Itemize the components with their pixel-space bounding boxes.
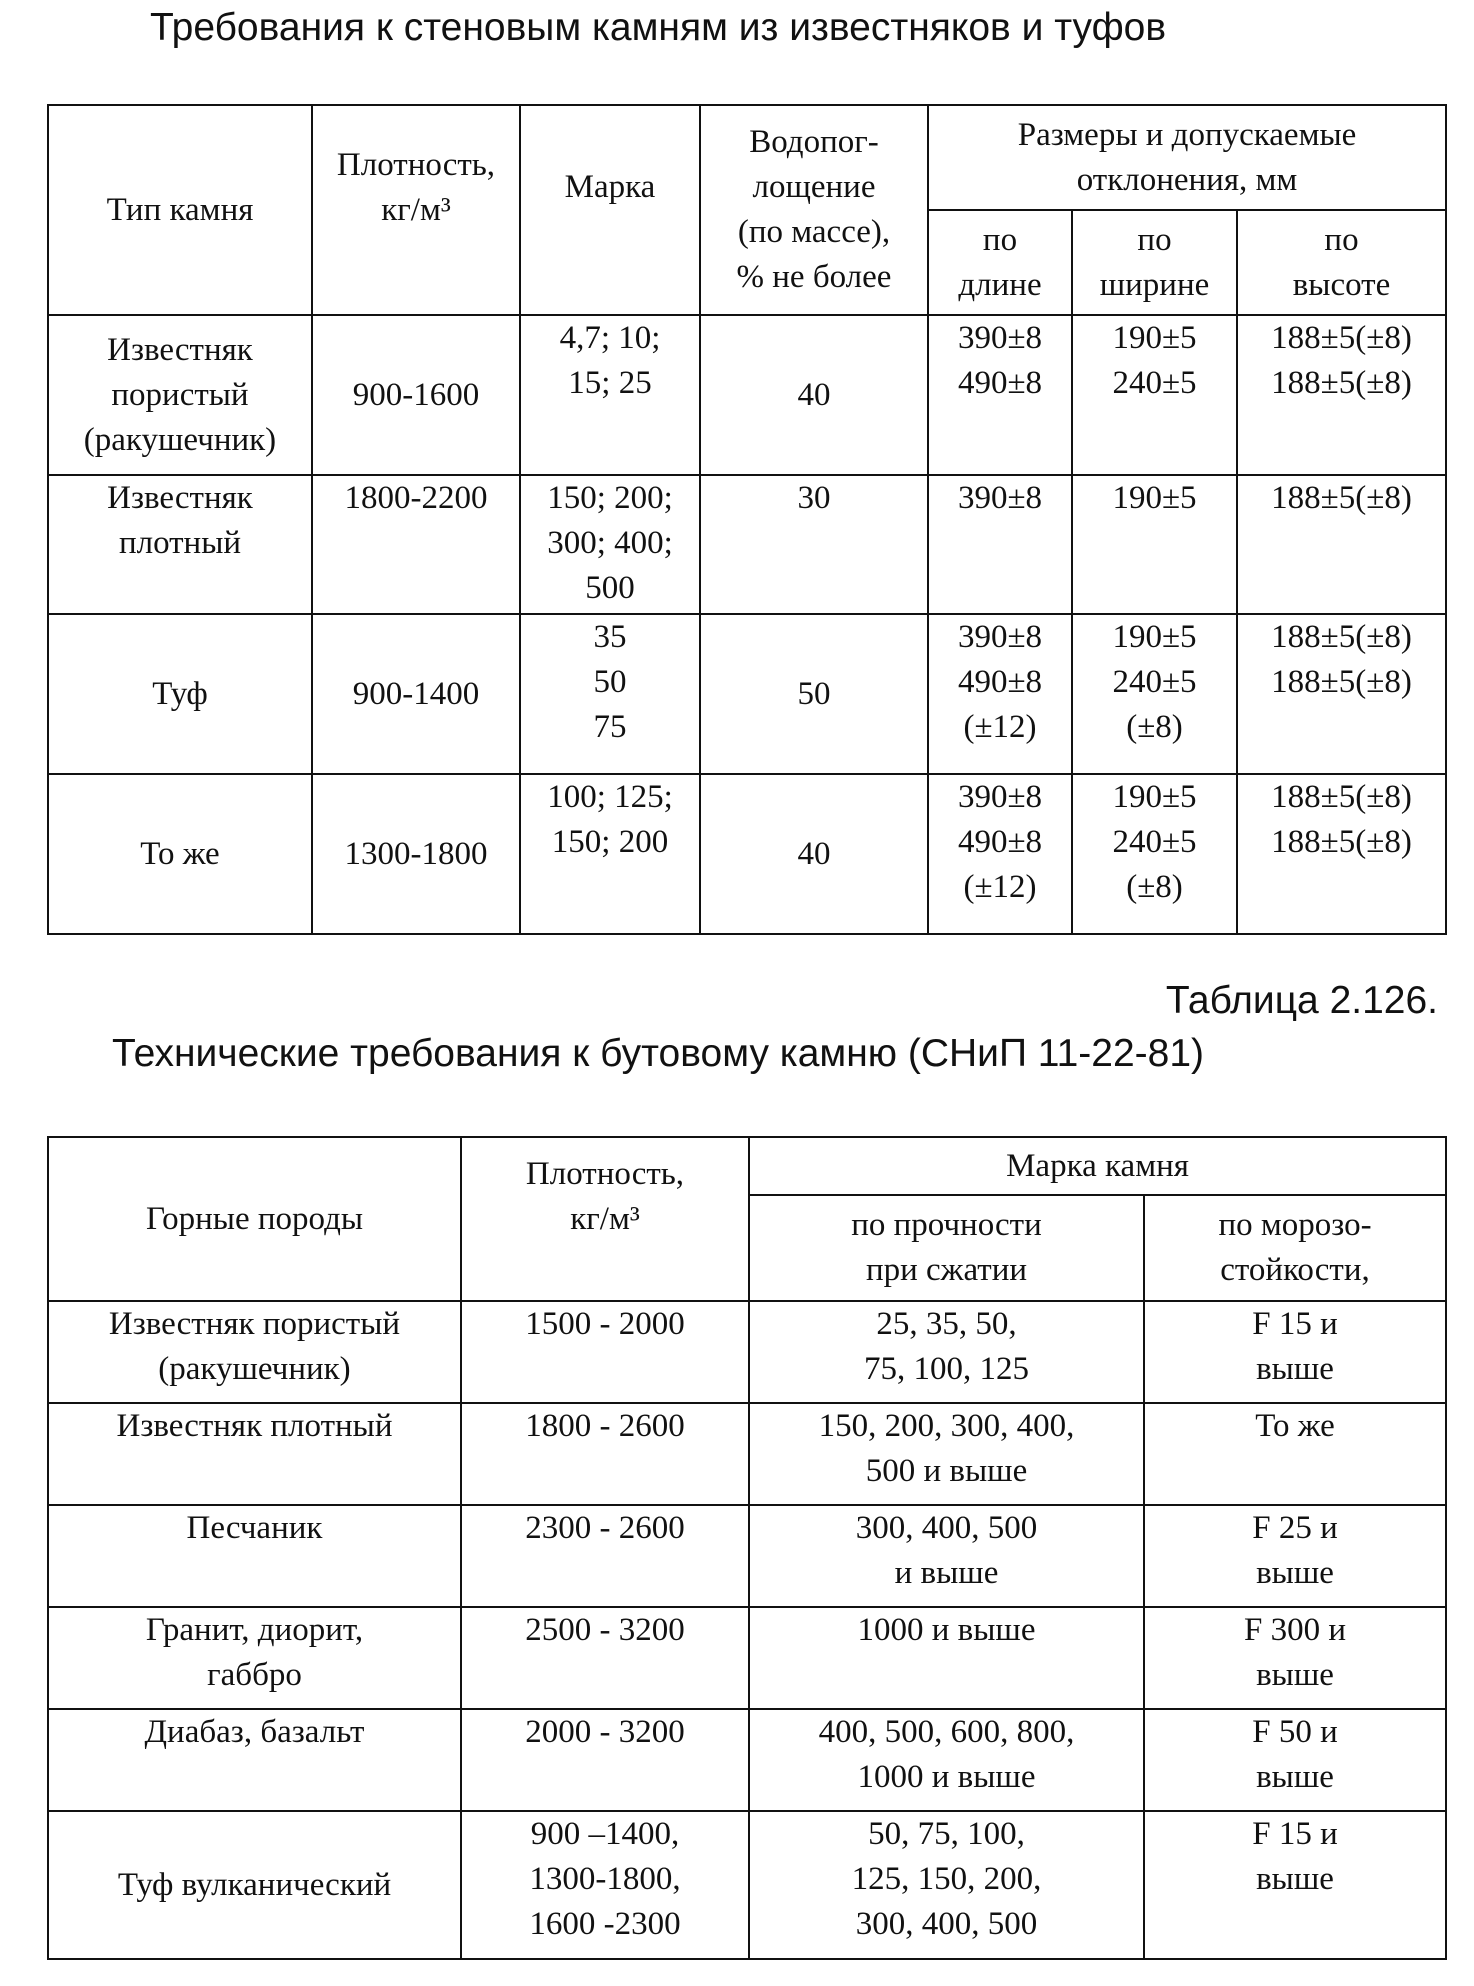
cell-type: Известняк пористый (ракушечник): [48, 315, 312, 475]
table-row: [48, 315, 1446, 475]
cell-density: 900-1400: [312, 614, 520, 774]
cell-width: 190±5 240±5 (±8): [1072, 614, 1237, 774]
cell-grade: 35 50 75: [520, 614, 700, 774]
cell-density: 2300 - 2600: [461, 1505, 749, 1607]
wall-stone-table: [47, 104, 1447, 935]
cell-strength: 150, 200, 300, 400, 500 и выше: [749, 1403, 1144, 1505]
cell-length: 390±8 490±8 (±12): [928, 614, 1072, 774]
header-length: по длине: [928, 210, 1072, 315]
cell-frost: То же: [1144, 1403, 1446, 1505]
cell-height: 188±5(±8) 188±5(±8): [1237, 614, 1446, 774]
cell-density: 900-1600: [312, 315, 520, 475]
cell-width: 190±5 240±5 (±8): [1072, 774, 1237, 934]
header-strength: по прочности при сжатии: [749, 1195, 1144, 1301]
cell-strength: 25, 35, 50, 75, 100, 125: [749, 1301, 1144, 1403]
table2-caption: Таблица 2.126.: [1165, 979, 1438, 1022]
table2-title: Технические требования к бутовому камню (СНиП 11-22-81): [112, 1032, 1205, 1075]
header-density: Плотность, кг/м³: [461, 1137, 749, 1301]
header-water-absorption: Водопог- лощение (по массе), % не более: [700, 105, 928, 315]
cell-length: 390±8: [928, 475, 1072, 614]
table1-title: Требования к стеновым камням из известняков и туфов: [150, 6, 1167, 49]
table-row: [48, 774, 1446, 934]
cell-strength: 400, 500, 600, 800, 1000 и выше: [749, 1709, 1144, 1811]
cell-width: 190±5 240±5: [1072, 315, 1237, 475]
table-row: [48, 1607, 1446, 1709]
header-grade: Марка: [520, 105, 700, 315]
cell-length: 390±8 490±8: [928, 315, 1072, 475]
cell-density: 1500 - 2000: [461, 1301, 749, 1403]
table-row: [48, 1301, 1446, 1403]
table-row: [48, 1403, 1446, 1505]
cell-rock: Туф вулканический: [48, 1811, 461, 1959]
cell-grade: 100; 125; 150; 200: [520, 774, 700, 934]
cell-grade: 4,7; 10; 15; 25: [520, 315, 700, 475]
cell-width: 190±5: [1072, 475, 1237, 614]
cell-density: 900 –1400, 1300-1800, 1600 -2300: [461, 1811, 749, 1959]
header-width: по ширине: [1072, 210, 1237, 315]
cell-height: 188±5(±8) 188±5(±8): [1237, 774, 1446, 934]
cell-water: 40: [700, 315, 928, 475]
cell-rock: Диабаз, базальт: [48, 1709, 461, 1811]
cell-water: 50: [700, 614, 928, 774]
cell-frost: F 15 и выше: [1144, 1811, 1446, 1959]
cell-density: 2000 - 3200: [461, 1709, 749, 1811]
cell-water: 40: [700, 774, 928, 934]
table-row: [48, 1811, 1446, 1959]
cell-length: 390±8 490±8 (±12): [928, 774, 1072, 934]
header-stone-type: Тип камня: [48, 105, 312, 315]
cell-rock: Известняк пористый (ракушечник): [48, 1301, 461, 1403]
cell-rock: Известняк плотный: [48, 1403, 461, 1505]
cell-density: 1800 - 2600: [461, 1403, 749, 1505]
header-density: Плотность, кг/м³: [312, 105, 520, 315]
cell-frost: F 50 и выше: [1144, 1709, 1446, 1811]
table-row: [48, 475, 1446, 614]
header-stone-grade: Марка камня: [749, 1137, 1446, 1195]
cell-strength: 300, 400, 500 и выше: [749, 1505, 1144, 1607]
header-sizes: Размеры и допускаемые отклонения, мм: [928, 105, 1446, 210]
cell-water: 30: [700, 475, 928, 614]
table-row: [48, 614, 1446, 774]
cell-density: 2500 - 3200: [461, 1607, 749, 1709]
cell-frost: F 25 и выше: [1144, 1505, 1446, 1607]
cell-height: 188±5(±8): [1237, 475, 1446, 614]
cell-height: 188±5(±8) 188±5(±8): [1237, 315, 1446, 475]
cell-type: То же: [48, 774, 312, 934]
cell-density: 1300-1800: [312, 774, 520, 934]
cell-frost: F 300 и выше: [1144, 1607, 1446, 1709]
cell-strength: 1000 и выше: [749, 1607, 1144, 1709]
cell-type: Известняк плотный: [48, 475, 312, 614]
table-row: [48, 1505, 1446, 1607]
cell-grade: 150; 200; 300; 400; 500: [520, 475, 700, 614]
table-row: [48, 1709, 1446, 1811]
cell-density: 1800-2200: [312, 475, 520, 614]
header-rocks: Горные породы: [48, 1137, 461, 1301]
header-height: по высоте: [1237, 210, 1446, 315]
cell-rock: Песчаник: [48, 1505, 461, 1607]
cell-frost: F 15 и выше: [1144, 1301, 1446, 1403]
cell-type: Туф: [48, 614, 312, 774]
rubble-stone-table: [47, 1136, 1447, 1960]
cell-strength: 50, 75, 100, 125, 150, 200, 300, 400, 500: [749, 1811, 1144, 1959]
header-frost: по морозо- стойкости,: [1144, 1195, 1446, 1301]
cell-rock: Гранит, диорит, габбро: [48, 1607, 461, 1709]
